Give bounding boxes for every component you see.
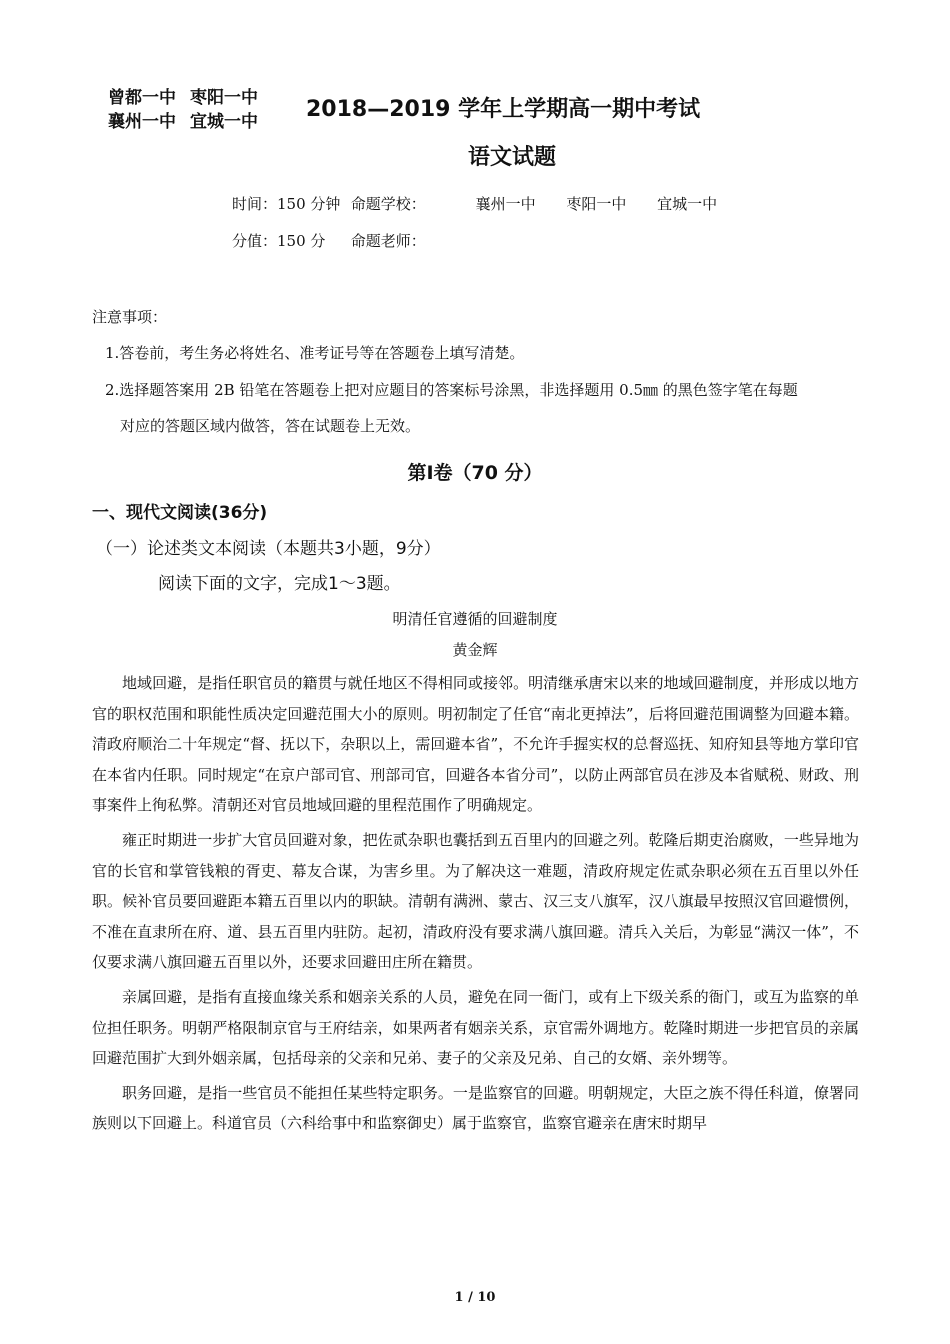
article-title: 明清任官遵循的回避制度 bbox=[392, 610, 558, 628]
teacher-label: 命题老师： bbox=[350, 232, 426, 250]
article-body bbox=[92, 668, 859, 1143]
school-name: 襄州一中 bbox=[108, 112, 176, 132]
school-name: 宜城一中 bbox=[190, 112, 258, 132]
setter-school: 襄州一中 bbox=[475, 195, 536, 213]
school-name: 枣阳一中 bbox=[190, 88, 258, 108]
article-paragraph: 职务回避，是指一些官员不能担任某些特定职务。一是监察官的回避。明朝规定，大臣之族不得任科道，僚署同族则以下回避上。科道官员（六科给事中和监察御史）属于监察官，监察官避亲在唐宋时期早 bbox=[92, 1083, 859, 1133]
school-row-2 bbox=[108, 110, 272, 134]
section-heading: 一、现代文阅读(36分) bbox=[92, 503, 268, 523]
note-item-2: 2.选择题答案用 2B 铅笔在答题卷上把对应题目的答案标号涂黑，非选择题用 0.5㎜ 的黑色签字笔在每题 bbox=[105, 381, 798, 399]
info-row-1 bbox=[232, 193, 717, 214]
school-label: 命题学校： bbox=[350, 195, 426, 213]
article-author: 黄金辉 bbox=[452, 641, 498, 659]
note-item-2-cont: 对应的答题区域内做答，答在试题卷上无效。 bbox=[120, 417, 421, 435]
article-paragraph: 亲属回避，是指有直接血缘关系和姻亲关系的人员，避免在同一衙门，或有上下级关系的衙门，或互为监察的单位担任职务。明朝严格限制京官与王府结亲，如果两者有姻亲关系，京官需外调地方。乾隆时期进一步把官员的亲属回避范围扩大到外姻亲属，包括母亲的父亲和兄弟、妻子的父亲及兄弟、自己的女婿、亲外甥等。 bbox=[92, 987, 859, 1068]
school-list bbox=[108, 86, 272, 134]
article-paragraph: 雍正时期进一步扩大官员回避对象，把佐贰杂职也囊括到五百里内的回避之列。乾隆后期吏治腐败，一些异地为官的长官和掌管钱粮的胥吏、幕友合谋，为害乡里。为了解决这一难题，清政府规定佐贰杂职必须在五百里以外任职。候补官员要回避距本籍五百里以内的职缺。清朝有满洲、蒙古、汉三支八旗军，汉八旗最早按照汉官回避惯例，不准在直隶所在府、道、县五百里内驻防。起初，清政府没有要求满八旗回避。清兵入关后，为彰显“满汉一体”，不仅要求满八旗回避五百里以外，还要求回避田庄所在籍贯。 bbox=[92, 830, 859, 972]
note-item-1: 1.答卷前，考生务必将姓名、准考证号等在答题卷上填写清楚。 bbox=[105, 344, 525, 362]
exam-time: 时间：150 分钟 bbox=[232, 195, 341, 213]
school-name: 曾都一中 bbox=[108, 88, 176, 108]
page-number: 1 / 10 bbox=[454, 1290, 496, 1305]
subject-title: 语文试题 bbox=[468, 145, 557, 170]
part-title: 第Ⅰ卷（70 分） bbox=[407, 462, 543, 484]
article-paragraph: 地域回避，是指任职官员的籍贯与就任地区不得相同或接邻。明清继承唐宋以来的地域回避制度，并形成以地方官的职权范围和职能性质决定回避范围大小的原则。明初制定了任官“南北更掉法”，后将回避范围调整为回避本籍。清政府顺治二十年规定“督、抚以下，杂职以上，需回避本省”，不允许手握实权的总督巡抚、知府知县等地方掌印官在本省内任职。同时规定“在京户部司官、刑部司官，回避各本省分司”，以防止两部官员在涉及本省赋税、财政、刑事案件上徇私弊。清朝还对官员地域回避的里程范围作了明确规定。 bbox=[92, 674, 859, 815]
instruction: 阅读下面的文字，完成1～3题。 bbox=[158, 574, 401, 594]
subsection-heading: （一）论述类文本阅读（本题共3小题，9分） bbox=[96, 539, 441, 559]
notes-title: 注意事项： bbox=[92, 308, 168, 326]
exam-score: 分值：150 分 bbox=[232, 232, 326, 250]
setter-school: 宜城一中 bbox=[657, 195, 718, 213]
setter-school: 枣阳一中 bbox=[566, 195, 627, 213]
info-row-2 bbox=[232, 230, 426, 251]
school-row-1 bbox=[108, 86, 272, 110]
exam-title: 2018—2019 学年上学期高一期中考试 bbox=[306, 97, 701, 122]
